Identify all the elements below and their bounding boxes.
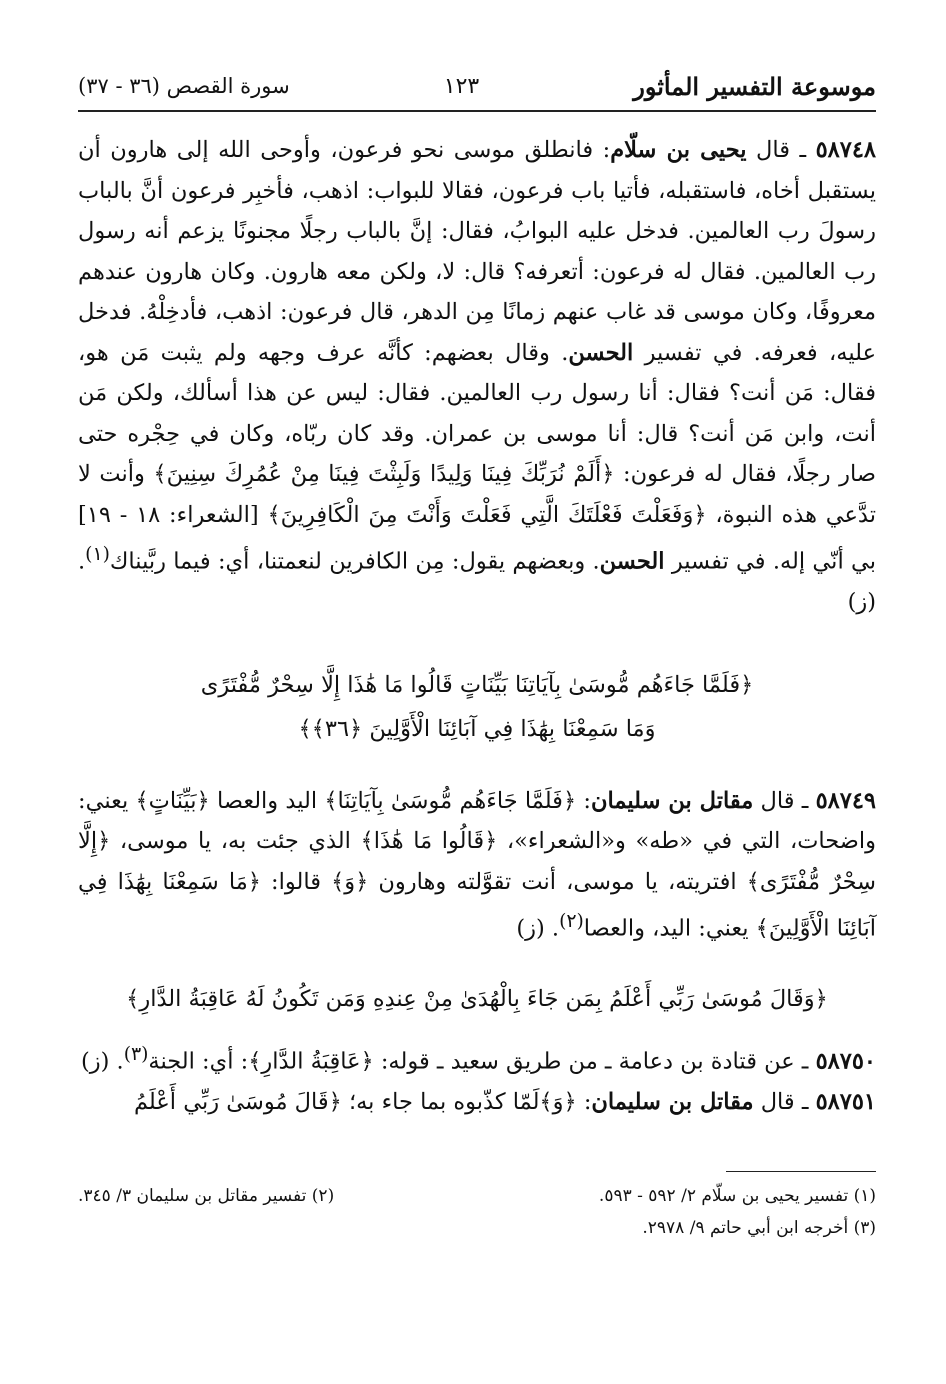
quran-quote: ﴿أَلَمْ نُرَبِّكَ فِينَا وَلِيدًا وَلَبِثْتَ فِينَا مِنْ عُمُرِكَ سِنِينَ﴾ <box>153 461 615 487</box>
source-name: الحسن <box>599 548 665 575</box>
entry-number: ٥٨٧٤٩ <box>815 787 876 814</box>
narrator-name: يحيى بن سلّام <box>610 137 747 163</box>
entry-text: ـ عن قتادة بن دعامة ـ من طريق سعيد ـ قوله: ﴿عَاقِبَةُ الدَّارِ﴾: أي: الجنة <box>148 1048 809 1075</box>
quran-verse-block: ﴿وَقَالَ مُوسَىٰ رَبِّي أَعْلَمُ بِمَن جَاءَ بِالْهُدَىٰ مِنْ عِندِهِ وَمَن تَكُونُ لَهُ عَاقِبَةُ الدَّارِ﴾ <box>126 986 828 1012</box>
sura-label: سورة القصص (٣٦ - ٣٧) <box>78 74 290 98</box>
footnote-2: (٢) تفسير مقاتل بن سليمان ٣/ ٣٤٥. <box>78 1185 335 1206</box>
narrator-name: مقاتل بن سليمان <box>590 787 754 814</box>
entry-58751 <box>78 1082 876 1123</box>
entry-intro: ـ قال <box>760 1089 809 1115</box>
entry-number: ٥٨٧٤٨ <box>815 137 877 163</box>
entry-text: : فانطلق موسى نحو فرعون، وأوحى الله إلى هارون أن يستقبل أخاه، فاستقبله، فأتيا باب فرعون، فقالا للبواب: اذهب، فأخبِر فرعون أنَّ بالباب رسولَ رب العالمين. فدخل عليه البوابُ، فقال: إنَّ بالباب رجلًا مجنونًا يزعم أنه رسول رب العالمين. فقال له فرعون: أتعرفه؟ قال: لا، ولكن معه هارون. وكان هارون عندهم معروفًا، وكان موسى قد غاب عنهم زمانًا مِن الدهر، قال فرعون: اذهب، فأدخِلْهُ. فدخل عليه، فعرفه. في تفسير <box>78 137 876 366</box>
entry-number: ٥٨٧٥١ <box>815 1089 876 1115</box>
footnote-marker: (٢) <box>559 911 584 932</box>
entry-58750 <box>78 1035 876 1082</box>
source-tag: . (ز) <box>78 548 876 615</box>
footnote-3: (٣) أخرجه ابن أبي حاتم ٩/ ٢٩٧٨. <box>642 1217 876 1238</box>
entry-text: : ﴿وَ﴾لَمّا كذّبوه بما جاء به؛ ﴿قَالَ مُوسَىٰ رَبِّي أَعْلَمُ <box>133 1089 592 1115</box>
verse-reference: [الشعراء: ١٨ - ١٩] <box>78 501 259 528</box>
footnote-marker: (٣) <box>123 1044 149 1065</box>
book-title: موسوعة التفسير المأثور <box>633 71 876 101</box>
entry-intro: ـ قال <box>760 787 809 814</box>
footnote-1: (١) تفسير يحيى بن سلّام ٢/ ٥٩٢ - ٥٩٣. <box>598 1185 876 1206</box>
page-header <box>78 66 876 106</box>
verse-line: ﴿فَلَمَّا جَاءَهُم مُّوسَىٰ بِآيَاتِنَا بَيِّنَاتٍ قَالُوا مَا هَٰذَا إِلَّا سِحْرٌ مُّفْتَرًى <box>200 671 754 698</box>
verse-line: وَمَا سَمِعْنَا بِهَٰذَا فِي آبَائِنَا الْأَوَّلِينَ ﴿٣٦﴾﴾ <box>298 715 656 742</box>
footnotes <box>78 1180 876 1244</box>
footnote-marker: (١) <box>85 544 110 565</box>
quran-verse-block <box>78 663 876 751</box>
source-tag: . (ز) <box>516 915 560 942</box>
narrator-name: مقاتل بن سليمان <box>591 1089 754 1115</box>
page <box>78 66 876 1244</box>
entry-text: : ﴿فَلَمَّا جَاءَهُم مُّوسَىٰ بِآيَاتِنَا﴾ اليد والعصا ﴿بَيِّنَاتٍ﴾ يعني: واضحات، التي في «طه» و«الشعراء»، ﴿قَالُوا مَا هَٰذَا﴾ الذي جئت به، يا موسى، ﴿إِلَّا سِحْرٌ مُّفْتَرًى﴾ افتريته، يا موسى، أنت تقوَّلته وهارون ﴿وَ﴾ قالوا: ﴿مَا سَمِعْنَا بِهَٰذَا فِي آبَائِنَا الْأَوَّلِينَ﴾ يعني: اليد، والعصا <box>78 787 876 942</box>
entry-intro: ـ قال <box>756 137 807 163</box>
footnote-rule <box>726 1171 876 1172</box>
entry-text-2: . وقال بعضهم: كأنَّه عرف وجهه ولم يثبت مَن هو، فقال: مَن أنت؟ فقال: أنا رسول رب العالمين. فقال: ليس عن هذا أسألك، ولكن مَن أنت، وابن مَن أنت؟ قال: أنا موسى بن عمران. وقد كان ربّاه، وكان في حِجْره حتى صار رجلًا، فقال له فرعون: <box>78 339 877 487</box>
page-number: ١٢٣ <box>443 73 480 99</box>
source-tag: . (ز) <box>80 1048 124 1075</box>
entry-text-3: وأنت لا تدَّعي هذه النبوة، <box>78 461 876 528</box>
quran-quote: ﴿وَفَعَلْتَ فَعْلَتَكَ الَّتِي فَعَلْتَ وَأَنْتَ مِنَ الْكَافِرِينَ﴾ <box>267 501 707 528</box>
source-name: الحسن <box>568 339 634 366</box>
entry-number: ٥٨٧٥٠ <box>815 1048 876 1075</box>
entry-text-4: بي أنّي إله. في تفسير <box>671 548 876 575</box>
entry-58749 <box>78 781 876 950</box>
entry-58748 <box>78 130 876 623</box>
header-rule <box>78 110 876 112</box>
entry-text-5: . وبعضهم يقول: مِن الكافرين لنعمتنا، أي: فيما ربَّيناك <box>109 548 600 575</box>
